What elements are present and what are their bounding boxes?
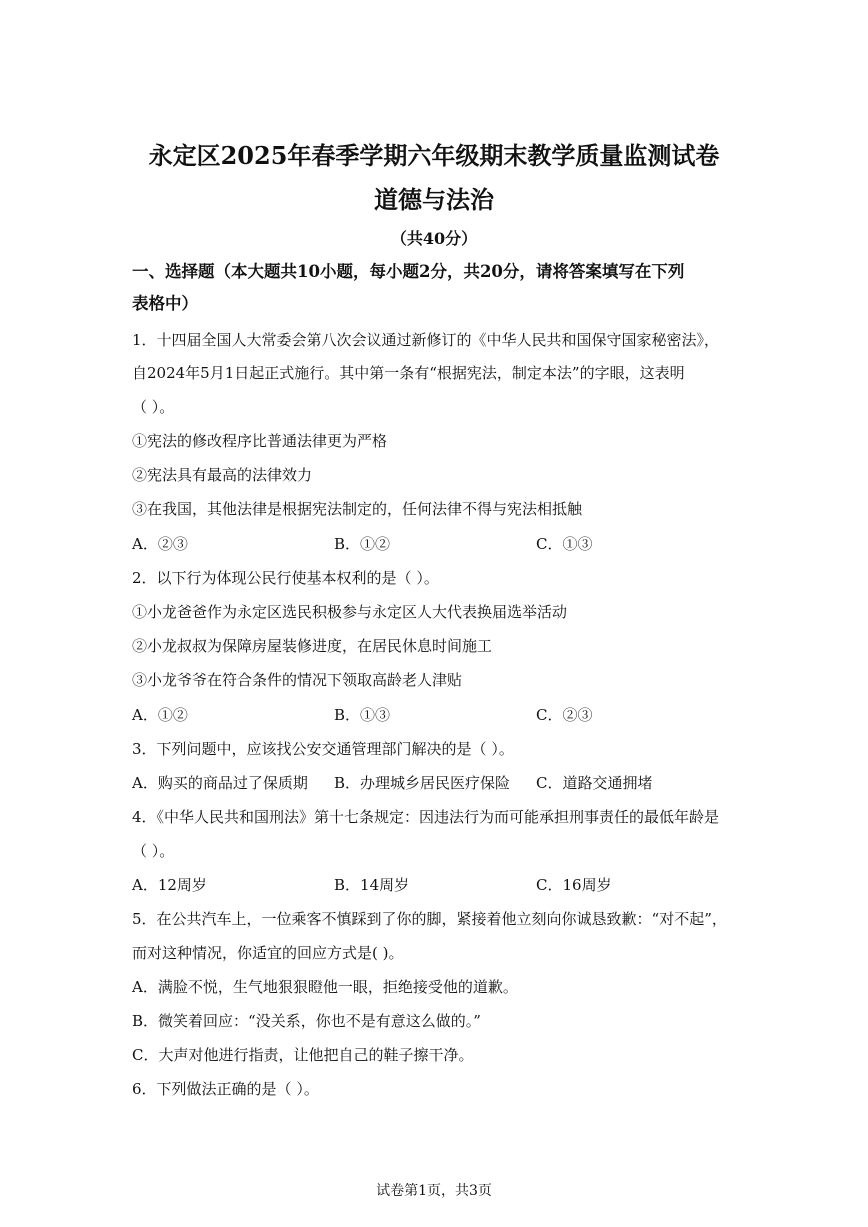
subject-title: 道德与法治 bbox=[374, 185, 494, 214]
q4-option-a: A．12周岁 bbox=[132, 876, 207, 894]
q4-blank: （ ）。 bbox=[132, 842, 175, 860]
q6-stem: 6．下列做法正确的是（ ）。 bbox=[132, 1080, 319, 1098]
q2-option-c: C．②③ bbox=[536, 706, 593, 724]
section-heading: 一、选择题（本大题共10小题，每小题2分，共20分，请将答案填写在下列 bbox=[132, 262, 685, 281]
q2-stem: 2．以下行为体现公民行使基本权利的是（ ）。 bbox=[132, 569, 439, 587]
q2-statement-1: ①小龙爸爸作为永定区选民积极参与永定区人大代表换届选举活动 bbox=[132, 603, 568, 621]
q3-option-c: C．道路交通拥堵 bbox=[536, 774, 653, 792]
q5-stem: 5．在公共汽车上，一位乘客不慎踩到了你的脚，紧接着他立刻向你诚恳致歉：“对不起”， bbox=[132, 910, 727, 928]
q3-stem: 3．下列问题中，应该找公安交通管理部门解决的是（ ）。 bbox=[132, 740, 514, 758]
q1-option-c: C．①③ bbox=[536, 535, 593, 553]
q5-option-a: A．满脸不悦，生气地狠狠瞪他一眼，拒绝接受他的道歉。 bbox=[132, 978, 518, 996]
page-footer: 试卷第1页，共3页 bbox=[376, 1183, 492, 1199]
q2-statement-2: ②小龙叔叔为保障房屋装修进度，在居民休息时间施工 bbox=[132, 637, 493, 655]
q1-stem-cont: 自2024年5月1日起正式施行。其中第一条有“根据宪法，制定本法”的字眼，这表明 bbox=[132, 364, 685, 382]
q1-option-a: A．②③ bbox=[132, 535, 188, 553]
q2-option-a: A．①② bbox=[132, 706, 188, 724]
q5-option-b: B．微笑着回应：“没关系，你也不是有意这么做的。” bbox=[132, 1012, 481, 1030]
total-score: （共40分） bbox=[390, 229, 478, 248]
q1-statement-3: ③在我国，其他法律是根据宪法制定的，任何法律不得与宪法相抵触 bbox=[132, 500, 583, 518]
q2-statement-3: ③小龙爷爷在符合条件的情况下领取高龄老人津贴 bbox=[132, 671, 463, 689]
section-heading-cont: 表格中） bbox=[132, 294, 198, 313]
q1-option-b: B．①② bbox=[334, 535, 391, 553]
q1-stem: 1．十四届全国人大常委会第八次会议通过新修订的《中华人民共和国保守国家秘密法》， bbox=[132, 331, 720, 349]
q2-option-b: B．①③ bbox=[334, 706, 391, 724]
q3-option-a: A．购买的商品过了保质期 bbox=[132, 774, 308, 792]
q4-option-c: C．16周岁 bbox=[536, 876, 612, 894]
q3-option-b: B．办理城乡居民医疗保险 bbox=[334, 774, 511, 792]
exam-title: 永定区2025年春季学期六年级期末教学质量监测试卷 bbox=[148, 141, 720, 170]
q5-option-c: C．大声对他进行指责，让他把自己的鞋子擦干净。 bbox=[132, 1046, 474, 1064]
q1-statement-1: ①宪法的修改程序比普通法律更为严格 bbox=[132, 432, 388, 450]
q1-blank: （ ）。 bbox=[132, 398, 175, 416]
q5-stem-cont: 而对这种情况，你适宜的回应方式是( )。 bbox=[132, 944, 404, 962]
q4-stem: 4．《中华人民共和国刑法》第十七条规定：因违法行为而可能承担刑事责任的最低年龄是 bbox=[132, 808, 720, 826]
q4-option-b: B．14周岁 bbox=[334, 876, 410, 894]
q1-statement-2: ②宪法具有最高的法律效力 bbox=[132, 466, 313, 484]
